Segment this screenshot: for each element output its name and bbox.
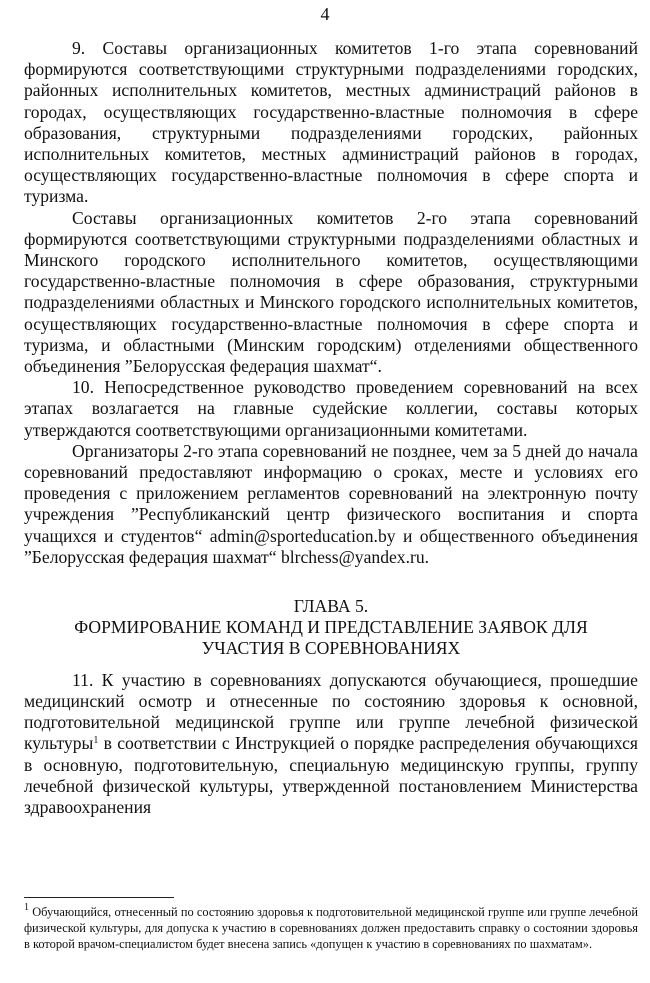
- footnote-text: Обучающийся, отнесенный по состоянию здоровья к подготовительной медицинской группе или группе лечебной физической культуры, для допуска к участию в соревнованиях должен предоставить справку о состоянии здоровья в которой врачом-специалистом будет внесена запись «допущен к участию в соревнованиях по шахматам».: [24, 905, 638, 951]
- paragraph-9: 9. Составы организационных комитетов 1-го этапа соревнований формируются соответствующими структурными подразделениями городских, районных исполнительных комитетов, местных администраций районов в городах, осуществляющих государственно-властные полномочия в сфере образования, структурными подразделениями городских, районных исполнительных комитетов, местных администраций районов в городах, осуществляющих государственно-властные полномочия в сфере спорта и туризма.: [24, 38, 638, 207]
- chapter-title-line-1: ФОРМИРОВАНИЕ КОМАНД И ПРЕДСТАВЛЕНИЕ ЗАЯВОК ДЛЯ: [74, 617, 588, 638]
- paragraph-10: 10. Непосредственное руководство проведением соревнований на всех этапах возлагается на главные судейские коллегии, составы которых утверждаются соответствующими организационными комитетами.: [24, 377, 638, 440]
- footnote-reference[interactable]: 1: [93, 735, 99, 747]
- footnote: [24, 904, 638, 952]
- document-body: [24, 38, 638, 818]
- chapter-heading: [24, 596, 638, 660]
- paragraph-11-text-end: в соответствии с Инструкцией о порядке распределения обучающихся в основную, подготовительную, специальную медицинскую группы, группу лечебной физической культуры, утвержденной постановлением Министерства здравоохранения: [24, 733, 638, 817]
- page-number: 4: [320, 4, 330, 24]
- chapter-number: ГЛАВА 5.: [293, 596, 369, 617]
- paragraph-11: [24, 670, 638, 818]
- paragraph-9-committees-stage-2: Составы организационных комитетов 2-го этапа соревнований формируются соответствующими структурными подразделениями областных и Минского городского исполнительного комитетов, осуществляющими государственно-властные полномочия в сфере образования, структурными подразделениями областных и Минского городского исполнительных комитетов, осуществляющих государственно-властные полномочия в сфере спорта и туризма, и областными (Минским городским) отделениями общественного объединения ”Белорусская федерация шахмат“.: [24, 207, 638, 377]
- footnote-mark: 1: [24, 902, 29, 913]
- chapter-title-line-2: УЧАСТИЯ В СОРЕВНОВАНИЯХ: [201, 638, 461, 659]
- paragraph-10-organizers: Организаторы 2-го этапа соревнований не позднее, чем за 5 дней до начала соревнований предоставляют информацию о сроках, месте и условиях его проведения с приложением регламентов соревнований на электронную почту учреждения ”Республиканский центр физического воспитания и спорта учащихся и студентов“ admin@sporteducation.by и общественного объединения ”Белорусская федерация шахмат“ blrchess@yandex.ru.: [24, 440, 638, 567]
- paragraph-11-text-start: 11. К участию в соревнованиях допускаются обучающиеся, прошедшие медицинский осмотр и отнесенные по состоянию здоровья к основной, подготовительной медицинской группе или группе лечебной физической культуры: [24, 669, 638, 754]
- footnote-divider: [24, 897, 174, 898]
